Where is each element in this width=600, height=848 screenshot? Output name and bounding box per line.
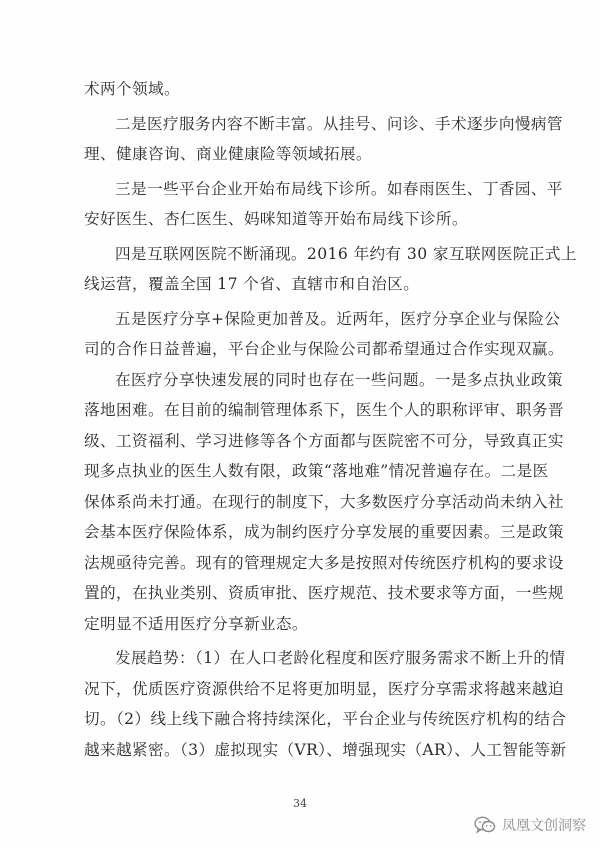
text-line: 况下，优质医疗资源供给不足将更加明显，医疗分享需求将越来越迫 (84, 679, 564, 698)
text-line: 术两个领域。 (84, 80, 180, 98)
text-line: 定明显不适用医疗分享新业态。 (84, 614, 308, 633)
watermark-text: 凤凰文创洞察 (502, 818, 586, 834)
text-line: 线运营，覆盖全国 17 个省、直辖市和自治区。 (84, 275, 420, 293)
text-line: 司的合作日益普遍，平台企业与保险公司都希望通过合作实现双赢。 (84, 340, 564, 358)
text-line: 安好医生、杏仁医生、妈咪知道等开始布局线下诊所。 (84, 210, 468, 228)
text-line: 会基本医疗保险体系，成为制约医疗分享发展的重要因素。三是政策 (84, 523, 564, 541)
text-line: 理、健康咨询、商业健康险等领域拓展。 (84, 145, 372, 163)
text-line: 三是一些平台企业开始布局线下诊所。如春雨医生、丁香园、平 (115, 179, 563, 198)
text-line: 四是互联网医院不断涌现。2016 年约有 30 家互联网医院正式上 (115, 244, 577, 263)
wechat-icon (474, 816, 496, 834)
text-line: 在医疗分享快速发展的同时也存在一些问题。一是多点执业政策 (115, 370, 563, 389)
text-line: 切。（2）线上线下融合将持续深化，平台企业与传统医疗机构的结合 (84, 710, 567, 728)
text-line: 保体系尚未打通。在现行的制度下，大多数医疗分享活动尚未纳入社 (84, 492, 564, 511)
text-line: 现多点执业的医生人数有限，政策“落地难”情况普遍存在。二是医 (84, 462, 549, 480)
page-number: 34 (293, 797, 307, 810)
watermark (474, 814, 586, 836)
text-line: 法规亟待完善。现有的管理规定大多是按照对传统医疗机构的要求设 (84, 553, 564, 572)
text-line: 落地困难。在目前的编制管理体系下，医生个人的职称评审、职务晋 (84, 401, 564, 419)
text-line: 级、工资福利、学习进修等各个方面都与医院密不可分，导致真正实 (84, 431, 564, 450)
text-line: 置的，在执业类别、资质审批、医疗规范、技术要求等方面，一些规 (84, 584, 564, 602)
text-line: 二是医疗服务内容不断丰富。从挂号、问诊、手术逐步向慢病管 (115, 114, 563, 133)
text-line: 发展趋势：（1）在人口老龄化程度和医疗服务需求不断上升的情 (115, 649, 566, 667)
text-line: 五是医疗分享+保险更加普及。近两年，医疗分享企业与保险公 (115, 309, 561, 328)
text-line: 越来越紧密。（3）虚拟现实（VR）、增强现实（AR）、人工智能等新 (84, 740, 567, 759)
body-text (84, 74, 577, 765)
